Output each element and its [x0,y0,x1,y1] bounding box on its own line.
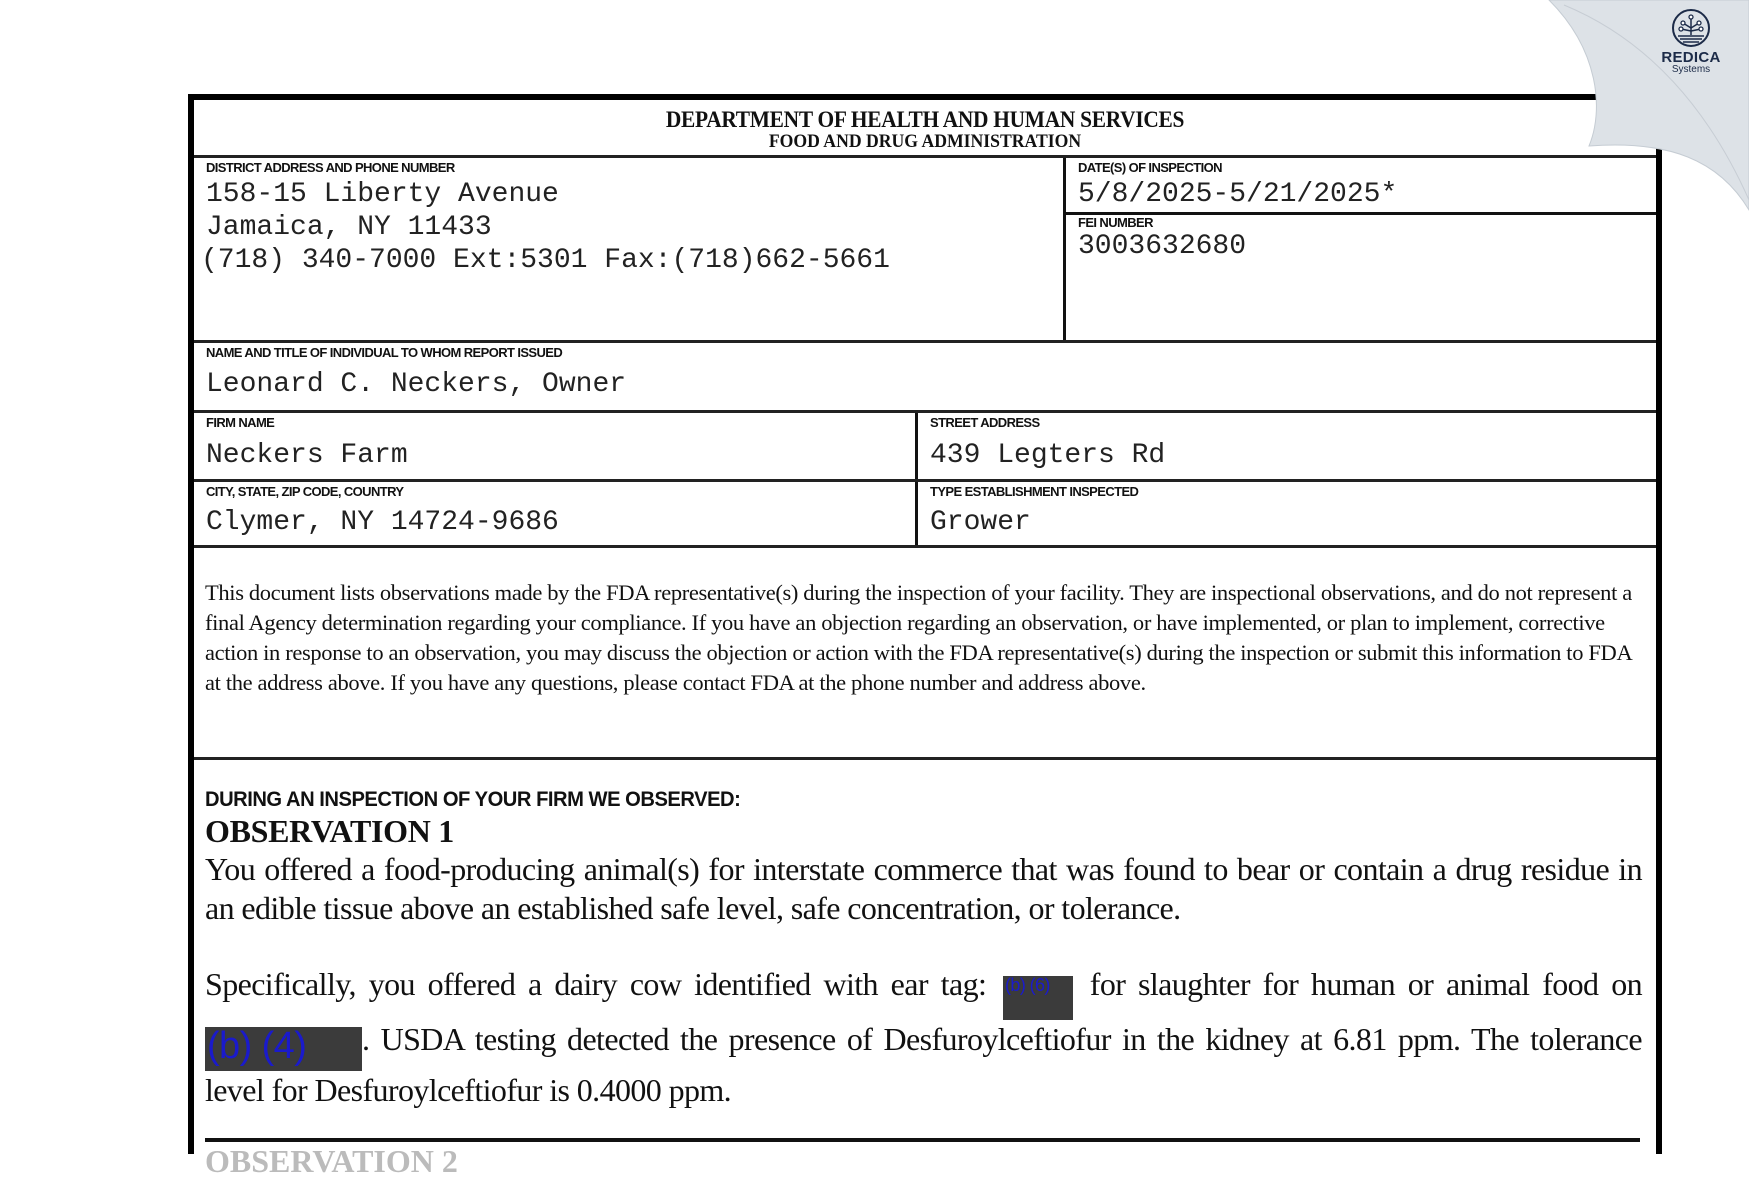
establishment-type-value: Grower [930,507,1031,538]
fei-number-cell [1066,215,1656,263]
city-label: CITY, STATE, ZIP CODE, COUNTRY [206,484,404,499]
recipient-value: Leonard C. Neckers, Owner [206,369,627,400]
firm-name-cell [194,413,915,479]
observation-1-detail [205,965,1642,1110]
street-address-cell [915,413,1656,479]
redaction-b4: (b) (4) [205,1027,362,1071]
observation-1-detail-part-3: . USDA testing detected the presence of Desfuroylceftiofur in the kidney at 6.81 ppm. The tolerance level for Desfuroylceftiofur is 0.4000 ppm. [205,1021,1642,1108]
department-title: DEPARTMENT OF HEALTH AND HUMAN SERVICES [665,107,1185,132]
brand-subtitle: Systems [1671,64,1711,75]
district-address-cell [194,158,1063,340]
recipient-cell [194,343,1656,410]
agency-title: FOOD AND DRUG ADMINISTRATION [768,131,1082,152]
observations-section [194,760,1656,1179]
redica-logo [1651,8,1731,75]
observation-1-detail-part-2: for slaughter for human or animal food on [1089,966,1642,1002]
district-address-label: DISTRICT ADDRESS AND PHONE NUMBER [206,160,455,175]
observation-1-detail-part-1: Specifically, you offered a dairy cow identified with ear tag: [205,966,987,1002]
city-value: Clymer, NY 14724-9686 [206,507,559,538]
district-phone-line: (718) 340-7000 Ext:5301 Fax:(718)662-5661 [201,245,890,276]
district-address-line-1: 158-15 Liberty Avenue [206,179,559,210]
recipient-row [194,343,1656,413]
inspection-dates-label: DATE(S) OF INSPECTION [1078,160,1222,175]
fei-number-value: 3003632680 [1078,231,1247,262]
inspection-dates-value: 5/8/2025-5/21/2025* [1078,179,1398,210]
street-address-label: STREET ADDRESS [930,415,1040,430]
establishment-type-cell [915,482,1656,545]
fda-483-form [188,94,1662,1179]
inspection-notice: This document lists observations made by the FDA representative(s) during the inspection of your facility. They are inspectional observations, and do not represent a final Agency determination regarding your compliance. If you have an objection regarding an observation, or have implemented, or plan to implement, corrective action in response to an observation, you may discuss the objection or action with the FDA representative(s) during the inspection or submit this information to FDA at the address above. If you have any questions, please contact FDA at the phone number and address above. [194,548,1656,760]
district-address-line-2: Jamaica, NY 11433 [206,212,492,243]
street-address-value: 439 Legters Rd [930,440,1166,471]
fei-number-label: FEI NUMBER [1078,215,1153,230]
district-row [194,158,1656,343]
firm-name-value: Neckers Farm [206,440,408,471]
establishment-type-label: TYPE ESTABLISHMENT INSPECTED [930,484,1139,499]
observation-divider [205,1138,1640,1142]
city-cell [194,482,915,545]
firm-row [194,413,1656,482]
observation-1-title: OBSERVATION 1 [205,813,454,849]
tree-network-icon [1671,8,1711,48]
brand-name: REDICA [1661,49,1721,66]
firm-name-label: FIRM NAME [206,415,275,430]
recipient-label: NAME AND TITLE OF INDIVIDUAL TO WHOM REPORT ISSUED [206,345,563,360]
location-row [194,482,1656,548]
observations-intro: DURING AN INSPECTION OF YOUR FIRM WE OBSERVED: [205,788,741,811]
observation-1-summary: You offered a food-producing animal(s) for interstate commerce that was found to bear or contain a drug residue in an edible tissue above an established safe level, safe concentration, or tolerance. [205,851,1642,926]
observation-2-title-partial: OBSERVATION 2 [205,1143,458,1179]
form-header [194,100,1656,158]
redaction-b6: (b) (6) [1003,976,1073,1020]
